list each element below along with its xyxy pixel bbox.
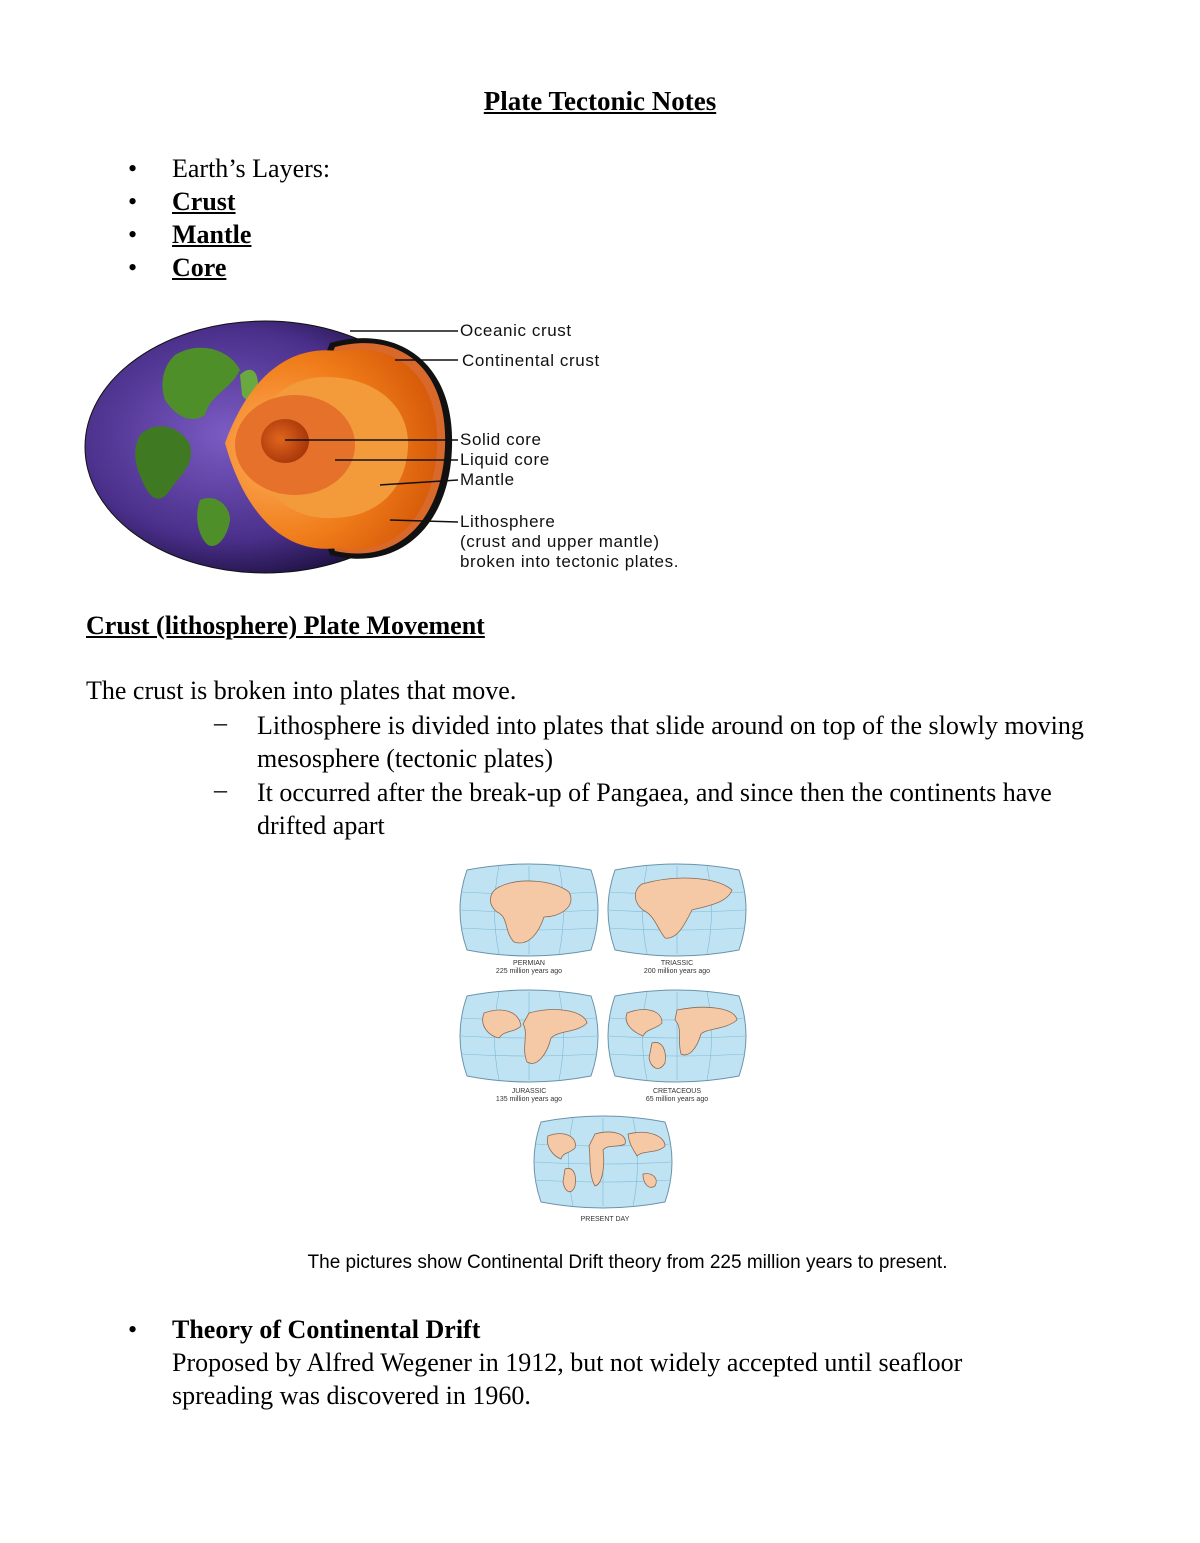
label-lithosphere-plates: broken into tectonic plates.: [460, 552, 680, 571]
list-item: [0, 218, 700, 251]
continental-drift-maps: [455, 860, 755, 1230]
dash-icon: –: [214, 708, 227, 737]
list-item: [0, 185, 700, 218]
map-era: CRETACEOUS: [652, 1088, 702, 1095]
map-caption-cretaceous: [607, 1088, 747, 1104]
map-age: 135 million years ago: [495, 1096, 563, 1103]
layers-list: [0, 152, 700, 292]
map-triassic: [608, 864, 746, 956]
label-continental-crust: Continental crust: [462, 351, 600, 370]
bullet-icon: •: [128, 187, 138, 216]
map-era: TRIASSIC: [660, 960, 694, 967]
map-era: JURASSIC: [511, 1088, 547, 1095]
map-jurassic: [460, 990, 598, 1082]
map-era: PERMIAN: [513, 960, 545, 967]
label-liquid-core: Liquid core: [460, 450, 550, 469]
map-permian: [460, 864, 598, 956]
sub-point: It occurred after the break-up of Pangaea, and since then the continents have drifted apart: [257, 778, 1052, 840]
theory-heading: Theory of Continental Drift: [172, 1315, 481, 1344]
map-era: PRESENT DAY: [580, 1216, 630, 1223]
intro-paragraph: The crust is broken into plates that move.: [86, 676, 517, 705]
label-oceanic-crust: Oceanic crust: [460, 321, 572, 340]
layer-core: Core: [172, 253, 227, 282]
earth-layers-diagram: [80, 315, 760, 580]
bullet-icon: •: [128, 253, 138, 282]
label-lithosphere: Lithosphere: [460, 512, 556, 531]
layers-heading: Earth’s Layers:: [172, 154, 331, 183]
map-caption-triassic: [607, 960, 747, 976]
bullet-icon: •: [128, 220, 138, 249]
map-caption-jurassic: [459, 1088, 599, 1104]
sub-point: Lithosphere is divided into plates that slide around on top of the slowly moving mesosphere (tectonic plates): [257, 711, 1084, 773]
figure-caption: The pictures show Continental Drift theory from 225 million years to present.: [307, 1252, 948, 1273]
list-item: [0, 152, 700, 185]
bullet-icon: •: [128, 154, 138, 183]
label-mantle: Mantle: [460, 470, 515, 489]
map-caption-present: [535, 1216, 675, 1224]
theory-body: Proposed by Alfred Wegener in 1912, but not widely accepted until seafloor spreading was discovered in 1960.: [172, 1348, 963, 1410]
label-solid-core: Solid core: [460, 430, 542, 449]
dash-icon: –: [214, 775, 227, 804]
theory-block: [0, 1313, 1200, 1423]
map-cretaceous: [608, 990, 746, 1082]
drift-maps-illustration: [455, 860, 755, 1230]
bullet-icon: •: [128, 1315, 138, 1344]
map-age: 225 million years ago: [495, 968, 563, 975]
map-caption-permian: [459, 960, 599, 976]
layer-crust: Crust: [172, 187, 236, 216]
map-present-day: [534, 1116, 672, 1208]
list-item: [0, 251, 700, 284]
label-lithosphere-detail: (crust and upper mantle): [460, 532, 660, 551]
page-title: Plate Tectonic Notes: [483, 86, 717, 116]
map-age: 65 million years ago: [645, 1096, 709, 1103]
layer-mantle: Mantle: [172, 220, 252, 249]
map-age: 200 million years ago: [643, 968, 711, 975]
section-heading: Crust (lithosphere) Plate Movement: [86, 611, 485, 640]
